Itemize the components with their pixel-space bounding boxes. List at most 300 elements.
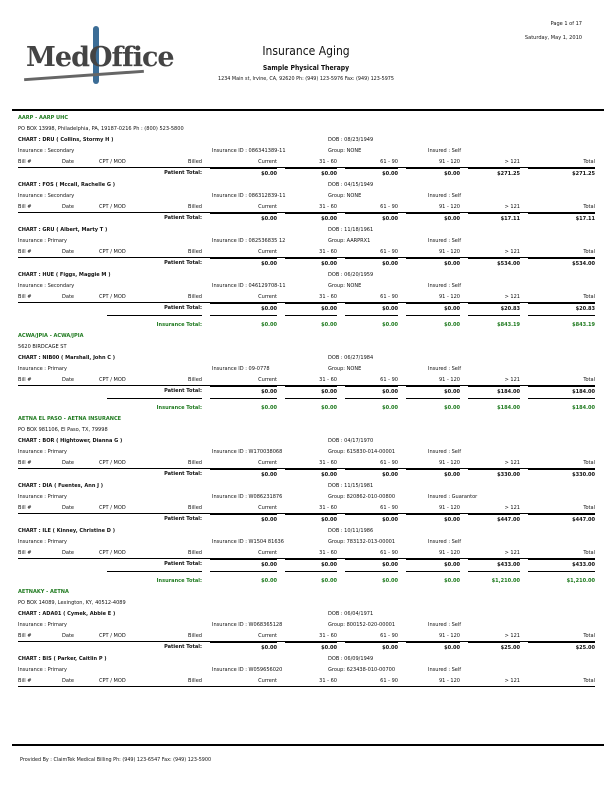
spacer xyxy=(62,469,99,481)
patient-total-value: $0.00 xyxy=(210,469,277,481)
insurance-type: Insurance : Primary xyxy=(18,539,68,545)
column-header: 91 - 120 xyxy=(438,678,460,684)
spacer xyxy=(62,514,99,526)
patient-total-row xyxy=(18,168,595,180)
patient-total-value: $0.00 xyxy=(406,303,460,315)
insurance-total-value: $0.00 xyxy=(406,315,460,334)
column-header: Bill # xyxy=(18,505,32,511)
column-header: 31 - 60 xyxy=(319,460,337,466)
patient-total-value: $0.00 xyxy=(345,258,398,270)
insurance-name: AETNAKY - AETNA xyxy=(18,589,69,595)
report-body xyxy=(18,113,595,687)
insurance-total-value: $0.00 xyxy=(345,398,398,417)
spacer xyxy=(62,386,99,398)
column-header-row xyxy=(18,631,595,642)
column-header: CPT / MOD xyxy=(99,249,126,255)
patient-total-label: Patient Total: xyxy=(164,561,202,567)
chart-name: CHART : HUE ( Figgs, Maggie M ) xyxy=(18,272,111,278)
header-divider xyxy=(12,109,604,111)
patient-total-value: $0.00 xyxy=(285,303,337,315)
column-header-row xyxy=(18,202,595,213)
insurance-total-value: $0.00 xyxy=(210,398,277,417)
column-header: 31 - 60 xyxy=(319,159,337,165)
patient-total-value: $0.00 xyxy=(345,386,398,398)
group: Group: NONE xyxy=(328,366,362,372)
column-header-row xyxy=(18,247,595,258)
patient-total-value: $0.00 xyxy=(285,514,337,526)
insurance-total-value: $843.19 xyxy=(528,315,595,334)
column-header: 61 - 90 xyxy=(380,249,398,255)
column-header: 91 - 120 xyxy=(438,294,460,300)
column-header: Billed xyxy=(188,460,202,466)
patient-total-value: $0.00 xyxy=(406,642,460,654)
patient-total-value: $271.25 xyxy=(468,168,520,180)
patient-total-value: $0.00 xyxy=(345,213,398,225)
spacer xyxy=(18,386,62,398)
patient-total-value: $0.00 xyxy=(285,213,337,225)
insurance-total-value: $843.19 xyxy=(468,315,520,334)
chart-name: CHART : ILE ( Kinney, Christine D ) xyxy=(18,528,115,534)
chart-name: CHART : BOR ( Hightower, Dianna G ) xyxy=(18,438,123,444)
column-header-row xyxy=(18,548,595,559)
group: Group: NONE xyxy=(328,148,362,154)
dob: DOB : 06/04/1971 xyxy=(328,611,374,617)
insurance-type: Insurance : Primary xyxy=(18,494,68,500)
insurance-total-value: $0.00 xyxy=(406,571,460,590)
column-header: 31 - 60 xyxy=(319,204,337,210)
spacer xyxy=(62,168,99,180)
patient-total-value: $0.00 xyxy=(210,213,277,225)
insurance-line xyxy=(18,447,595,458)
column-header: CPT / MOD xyxy=(99,550,126,556)
column-header: 91 - 120 xyxy=(438,204,460,210)
column-header: CPT / MOD xyxy=(99,294,126,300)
insurance-line xyxy=(18,191,595,202)
practice-name: Sample Physical Therapy xyxy=(262,64,350,72)
insured: Insured : Self xyxy=(428,366,462,372)
patient-total-value: $0.00 xyxy=(345,642,398,654)
group: Group: 820862-010-00800 xyxy=(328,494,396,500)
column-header: Bill # xyxy=(18,678,32,684)
chart-line xyxy=(18,135,595,146)
group: Group: NONE xyxy=(328,193,362,199)
column-header: Current xyxy=(258,678,277,684)
patient-total-row xyxy=(18,303,595,315)
chart-line xyxy=(18,180,595,191)
insured: Insured : Self xyxy=(428,622,462,628)
insurance-total-value: $0.00 xyxy=(345,315,398,334)
column-header: 31 - 60 xyxy=(319,678,337,684)
patient-total-label: Patient Total: xyxy=(164,471,202,477)
column-header-row xyxy=(18,458,595,469)
column-header: Bill # xyxy=(18,550,32,556)
column-header: Billed xyxy=(188,249,202,255)
patient-total-value: $0.00 xyxy=(345,168,398,180)
logo-text: MedOffice xyxy=(26,42,174,73)
chart-line xyxy=(18,609,595,620)
patient-total-value: $0.00 xyxy=(285,386,337,398)
chart-line xyxy=(18,481,595,492)
column-header: Billed xyxy=(188,377,202,383)
column-header: Date xyxy=(62,204,75,210)
patient-total-value: $184.00 xyxy=(528,386,595,398)
column-header: Date xyxy=(62,460,75,466)
column-header: Billed xyxy=(188,678,202,684)
column-header: Current xyxy=(258,550,277,556)
column-header: Current xyxy=(258,159,277,165)
insurance-type: Insurance : Primary xyxy=(18,238,68,244)
patient-total-value: $17.11 xyxy=(468,213,520,225)
insurance-total-value: $184.00 xyxy=(468,398,520,417)
column-header: Total xyxy=(583,204,595,210)
insurance-id: Insurance ID : W059656020 xyxy=(212,667,283,673)
column-header: Bill # xyxy=(18,249,32,255)
insurance-total-value: $1,210.00 xyxy=(528,571,595,590)
patient-total-value: $0.00 xyxy=(285,258,337,270)
insurance-id: Insurance ID : W170038068 xyxy=(212,449,283,455)
column-header: 31 - 60 xyxy=(319,294,337,300)
insurance-address: PO BOX 14089, Lexington, KY, 40512-4089 xyxy=(18,600,126,606)
column-header: CPT / MOD xyxy=(99,460,126,466)
column-header: Date xyxy=(62,159,75,165)
patient-total-value: $0.00 xyxy=(210,514,277,526)
patient-total-value: $0.00 xyxy=(406,386,460,398)
spacer xyxy=(62,258,99,270)
chart-line xyxy=(18,436,595,447)
column-header: CPT / MOD xyxy=(99,159,126,165)
column-header: 61 - 90 xyxy=(380,159,398,165)
column-header: Bill # xyxy=(18,460,32,466)
patient-total-value: $271.25 xyxy=(528,168,595,180)
column-header: Bill # xyxy=(18,159,32,165)
patient-total-row xyxy=(18,469,595,481)
report-title: Insurance Aging xyxy=(262,44,350,58)
patient-total-value: $0.00 xyxy=(406,514,460,526)
chart-name: CHART : BIS ( Parker, Caitlin P ) xyxy=(18,656,107,662)
spacer xyxy=(62,213,99,225)
insurance-line xyxy=(18,665,595,676)
column-header: Date xyxy=(62,294,75,300)
insurance-total-value: $184.00 xyxy=(528,398,595,417)
dob: DOB : 11/18/1961 xyxy=(328,227,374,233)
insurance-total-value: $1,210.00 xyxy=(468,571,520,590)
insurance-total-value: $0.00 xyxy=(285,315,337,334)
column-header: Current xyxy=(258,460,277,466)
chart-name: CHART : ADA01 ( Cymek, Abbie E ) xyxy=(18,611,116,617)
dob: DOB : 04/17/1970 xyxy=(328,438,374,444)
patient-total-value: $17.11 xyxy=(528,213,595,225)
column-header: > 121 xyxy=(504,159,520,165)
patient-total-value: $0.00 xyxy=(345,514,398,526)
column-header: 61 - 90 xyxy=(380,460,398,466)
spacer xyxy=(18,469,62,481)
column-header: > 121 xyxy=(504,460,520,466)
insurance-total-label: Insurance Total: xyxy=(107,398,202,417)
insured: Insured : Self xyxy=(428,238,462,244)
patient-total-label: Patient Total: xyxy=(164,305,202,311)
column-header: 91 - 120 xyxy=(438,249,460,255)
spacer xyxy=(18,168,62,180)
column-header: > 121 xyxy=(504,204,520,210)
column-header: > 121 xyxy=(504,294,520,300)
column-header: 61 - 90 xyxy=(380,550,398,556)
patient-total-value: $0.00 xyxy=(285,469,337,481)
column-header: 61 - 90 xyxy=(380,377,398,383)
insurance-total-row xyxy=(18,315,595,331)
patient-total-value: $447.00 xyxy=(528,514,595,526)
chart-line xyxy=(18,654,595,665)
column-header-row xyxy=(18,292,595,303)
insurance-type: Insurance : Primary xyxy=(18,622,68,628)
patient-total-value: $0.00 xyxy=(210,559,277,571)
column-header: Current xyxy=(258,505,277,511)
insurance-total-value: $0.00 xyxy=(210,571,277,590)
group: Group: 615830-014-00001 xyxy=(328,449,396,455)
chart-name: CHART : FOS ( Mccall, Rachelle G ) xyxy=(18,182,116,188)
column-header: > 121 xyxy=(504,249,520,255)
spacer xyxy=(62,642,99,654)
column-header: Total xyxy=(583,678,595,684)
column-header: Billed xyxy=(188,550,202,556)
insurance-total-value: $0.00 xyxy=(285,571,337,590)
insurance-id: Insurance ID : 082536835 12 xyxy=(212,238,286,244)
footer-divider xyxy=(12,744,604,746)
group: Group: NONE xyxy=(328,283,362,289)
chart-name: CHART : NIB00 ( Marshall, John C ) xyxy=(18,355,116,361)
column-header: Total xyxy=(583,633,595,639)
dob: DOB : 11/15/1981 xyxy=(328,483,374,489)
dob: DOB : 04/15/1949 xyxy=(328,182,374,188)
insurance-address: 5620 BIRDCAGE ST xyxy=(18,344,67,350)
patient-total-value: $20.83 xyxy=(468,303,520,315)
patient-total-value: $330.00 xyxy=(468,469,520,481)
patient-total-row xyxy=(18,258,595,270)
insurance-type: Insurance : Secondary xyxy=(18,148,75,154)
patient-total-row xyxy=(18,642,595,654)
column-header: Current xyxy=(258,294,277,300)
chart-line xyxy=(18,353,595,364)
patient-total-value: $0.00 xyxy=(285,168,337,180)
insurance-id: Insurance ID : 086341389-11 xyxy=(212,148,286,154)
patient-total-row xyxy=(18,514,595,526)
column-header: Total xyxy=(583,294,595,300)
chart-line xyxy=(18,270,595,281)
column-header: Billed xyxy=(188,204,202,210)
patient-total-value: $0.00 xyxy=(210,386,277,398)
column-header: Date xyxy=(62,678,75,684)
insurance-address: PO BOX 981106, El Paso, TX, 79998 xyxy=(18,427,108,433)
patient-total-label: Patient Total: xyxy=(164,644,202,650)
patient-total-value: $0.00 xyxy=(210,303,277,315)
insurance-name: ACWA/JPIA - ACWA/JPIA xyxy=(18,333,84,339)
insurance-total-row xyxy=(18,398,595,414)
insurance-id: Insurance ID : W068365128 xyxy=(212,622,283,628)
insurance-total-value: $0.00 xyxy=(345,571,398,590)
dob: DOB : 06/27/1984 xyxy=(328,355,374,361)
patient-total-value: $0.00 xyxy=(345,469,398,481)
column-header: > 121 xyxy=(504,678,520,684)
column-header: 91 - 120 xyxy=(438,460,460,466)
patient-total-value: $0.00 xyxy=(406,168,460,180)
insurance-total-value: $0.00 xyxy=(406,398,460,417)
chart-name: CHART : DRU ( Collins, Stormy H ) xyxy=(18,137,114,143)
column-header: CPT / MOD xyxy=(99,505,126,511)
insurance-total-value: $0.00 xyxy=(210,315,277,334)
patient-total-value: $0.00 xyxy=(285,642,337,654)
insured: Insured : Self xyxy=(428,449,462,455)
patient-total-value: $25.00 xyxy=(528,642,595,654)
column-header: Date xyxy=(62,249,75,255)
column-header: 91 - 120 xyxy=(438,505,460,511)
insurance-line xyxy=(18,146,595,157)
chart-line xyxy=(18,526,595,537)
insurance-name: AARP - AARP UHC xyxy=(18,115,69,121)
patient-total-value: $534.00 xyxy=(468,258,520,270)
column-header: Date xyxy=(62,377,75,383)
column-header: 31 - 60 xyxy=(319,249,337,255)
dob: DOB : 06/20/1959 xyxy=(328,272,374,278)
spacer xyxy=(18,559,62,571)
patient-total-value: $433.00 xyxy=(468,559,520,571)
insurance-id: Insurance ID : W1504 81636 xyxy=(212,539,284,545)
column-header: 31 - 60 xyxy=(319,550,337,556)
spacer xyxy=(18,303,62,315)
report-date: Saturday, May 1, 2010 xyxy=(524,35,582,41)
patient-total-value: $447.00 xyxy=(468,514,520,526)
patient-total-value: $0.00 xyxy=(406,559,460,571)
column-header: 61 - 90 xyxy=(380,633,398,639)
page-info xyxy=(525,17,582,45)
insurance-total-label: Insurance Total: xyxy=(107,315,202,334)
column-header: 61 - 90 xyxy=(380,204,398,210)
spacer xyxy=(18,514,62,526)
patient-total-value: $0.00 xyxy=(345,559,398,571)
column-header: 91 - 120 xyxy=(438,159,460,165)
chart-name: CHART : DIA ( Fuentes, Ann J ) xyxy=(18,483,104,489)
patient-total-label: Patient Total: xyxy=(164,516,202,522)
column-header: Current xyxy=(258,633,277,639)
column-header-row xyxy=(18,503,595,514)
column-header: > 121 xyxy=(504,505,520,511)
column-header: Total xyxy=(583,505,595,511)
insurance-line xyxy=(18,492,595,503)
patient-total-label: Patient Total: xyxy=(164,260,202,266)
insurance-line xyxy=(18,537,595,548)
insurance-type: Insurance : Primary xyxy=(18,449,68,455)
group: Group: 623438-010-00700 xyxy=(328,667,396,673)
column-header: 31 - 60 xyxy=(319,633,337,639)
patient-total-row xyxy=(18,559,595,571)
column-header: Date xyxy=(62,505,75,511)
dob: DOB : 06/09/1949 xyxy=(328,656,374,662)
patient-total-value: $433.00 xyxy=(528,559,595,571)
patient-total-value: $0.00 xyxy=(406,469,460,481)
patient-total-value: $330.00 xyxy=(528,469,595,481)
column-header: > 121 xyxy=(504,377,520,383)
insurance-type: Insurance : Secondary xyxy=(18,193,75,199)
column-header-row xyxy=(18,157,595,168)
insured: Insured : Self xyxy=(428,667,462,673)
insurance-id: Insurance ID : 086312839-11 xyxy=(212,193,286,199)
column-header: Date xyxy=(62,550,75,556)
column-header: 91 - 120 xyxy=(438,633,460,639)
column-header: 91 - 120 xyxy=(438,377,460,383)
insurance-type: Insurance : Secondary xyxy=(18,283,75,289)
column-header: CPT / MOD xyxy=(99,377,126,383)
column-header: Billed xyxy=(188,159,202,165)
insurance-name: AETNA EL PASO - AETNA INSURANCE xyxy=(18,416,122,422)
column-header: 61 - 90 xyxy=(380,294,398,300)
column-header: Total xyxy=(583,249,595,255)
patient-total-value: $0.00 xyxy=(345,303,398,315)
column-header: Current xyxy=(258,204,277,210)
column-header: Bill # xyxy=(18,204,32,210)
spacer xyxy=(62,559,99,571)
column-header: CPT / MOD xyxy=(99,678,126,684)
insurance-total-label: Insurance Total: xyxy=(107,571,202,590)
insurance-id: Insurance ID : 09-0778 xyxy=(212,366,270,372)
patient-total-value: $0.00 xyxy=(285,559,337,571)
insured: Insured : Self xyxy=(428,193,462,199)
patient-total-label: Patient Total: xyxy=(164,388,202,394)
patient-total-row xyxy=(18,386,595,398)
insurance-total-row xyxy=(18,571,595,587)
patient-total-label: Patient Total: xyxy=(164,215,202,221)
column-header: Bill # xyxy=(18,377,32,383)
column-header: 61 - 90 xyxy=(380,678,398,684)
column-header: Current xyxy=(258,249,277,255)
insurance-line xyxy=(18,364,595,375)
column-header: Billed xyxy=(188,294,202,300)
insured: Insured : Self xyxy=(428,539,462,545)
column-header: CPT / MOD xyxy=(99,633,126,639)
column-header-row xyxy=(18,676,595,687)
column-header: > 121 xyxy=(504,550,520,556)
patient-total-value: $20.83 xyxy=(528,303,595,315)
spacer xyxy=(18,642,62,654)
column-header-row xyxy=(18,375,595,386)
column-header: CPT / MOD xyxy=(99,204,126,210)
column-header: Total xyxy=(583,377,595,383)
insurance-type: Insurance : Primary xyxy=(18,366,68,372)
insurance-type: Insurance : Primary xyxy=(18,667,68,673)
column-header: Total xyxy=(583,460,595,466)
patient-total-value: $534.00 xyxy=(528,258,595,270)
patient-total-value: $25.00 xyxy=(468,642,520,654)
dob: DOB : 08/23/1949 xyxy=(328,137,374,143)
column-header: Bill # xyxy=(18,633,32,639)
patient-total-value: $184.00 xyxy=(468,386,520,398)
insured: Insured : Self xyxy=(428,148,462,154)
column-header: Date xyxy=(62,633,75,639)
column-header: Billed xyxy=(188,633,202,639)
spacer xyxy=(18,213,62,225)
insurance-address: PO BOX 13998, Philadelphia, PA, 19187-0216 Ph : (800) 523-5800 xyxy=(18,126,184,132)
group: Group: 783132-013-00001 xyxy=(328,539,396,545)
patient-total-value: $0.00 xyxy=(406,213,460,225)
practice-address: 1234 Main st, Irvine, CA, 92620 Ph: (949) 123-5976 Fax: (949) 123-5975 xyxy=(218,76,394,82)
patient-total-row xyxy=(18,213,595,225)
insurance-line xyxy=(18,281,595,292)
patient-total-label: Patient Total: xyxy=(164,170,202,176)
patient-total-value: $0.00 xyxy=(210,642,277,654)
patient-total-value: $0.00 xyxy=(210,168,277,180)
spacer xyxy=(18,258,62,270)
patient-total-value: $0.00 xyxy=(406,258,460,270)
column-header: Billed xyxy=(188,505,202,511)
insurance-line xyxy=(18,620,595,631)
insurance-total-value: $0.00 xyxy=(285,398,337,417)
